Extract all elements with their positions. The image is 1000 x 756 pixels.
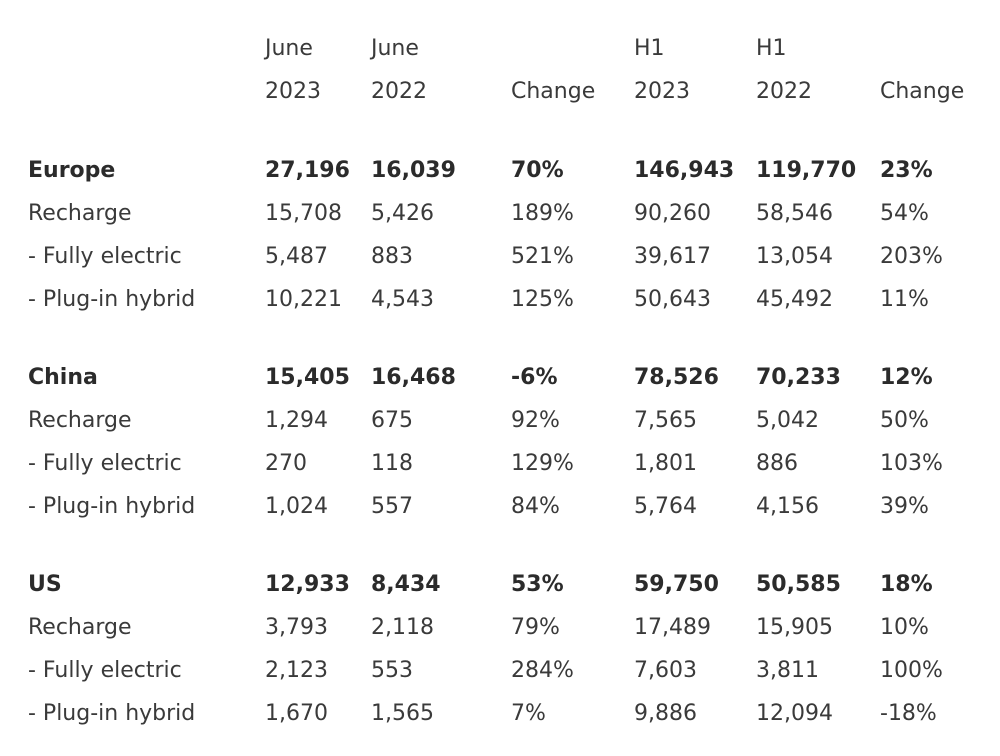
china-total-h1-2022: 70,233 bbox=[756, 365, 841, 390]
europe-recharge-june-2023: 15,708 bbox=[265, 201, 342, 226]
header-june-2022-line2: 2022 bbox=[371, 79, 427, 104]
europe-total-june-2022: 16,039 bbox=[371, 158, 456, 183]
us-total-h1-2022: 50,585 bbox=[756, 572, 841, 597]
us-fully-electric-change-june: 284% bbox=[511, 658, 574, 683]
europe-total-change-h1: 23% bbox=[880, 158, 933, 183]
china-fully-electric-change-h1: 103% bbox=[880, 451, 943, 476]
china-fully-electric-h1-2022: 886 bbox=[756, 451, 798, 476]
europe-fully-electric-june-2022: 883 bbox=[371, 244, 413, 269]
region-label-us: US bbox=[28, 572, 62, 597]
china-total-june-2022: 16,468 bbox=[371, 365, 456, 390]
us-plugin-hybrid-june-2022: 1,565 bbox=[371, 701, 434, 726]
header-june-2023-line1: June bbox=[265, 36, 313, 61]
region-label-europe: Europe bbox=[28, 158, 116, 183]
china-plugin-hybrid-change-h1: 39% bbox=[880, 494, 929, 519]
us-fully-electric-h1-2022: 3,811 bbox=[756, 658, 819, 683]
us-fully-electric-change-h1: 100% bbox=[880, 658, 943, 683]
header-h1-2023-line2: 2023 bbox=[634, 79, 690, 104]
us-fully-electric-june-2023: 2,123 bbox=[265, 658, 328, 683]
europe-fully-electric-change-h1: 203% bbox=[880, 244, 943, 269]
china-fully-electric-june-2022: 118 bbox=[371, 451, 413, 476]
us-total-june-2022: 8,434 bbox=[371, 572, 441, 597]
us-fully-electric-label: - Fully electric bbox=[28, 658, 182, 683]
europe-plugin-hybrid-h1-2022: 45,492 bbox=[756, 287, 833, 312]
europe-plugin-hybrid-june-2023: 10,221 bbox=[265, 287, 342, 312]
us-recharge-label: Recharge bbox=[28, 615, 132, 640]
europe-fully-electric-june-2023: 5,487 bbox=[265, 244, 328, 269]
china-total-h1-2023: 78,526 bbox=[634, 365, 719, 390]
us-recharge-change-h1: 10% bbox=[880, 615, 929, 640]
europe-fully-electric-change-june: 521% bbox=[511, 244, 574, 269]
us-recharge-june-2022: 2,118 bbox=[371, 615, 434, 640]
header-june-2022-line1: June bbox=[371, 36, 419, 61]
europe-recharge-label: Recharge bbox=[28, 201, 132, 226]
china-recharge-change-june: 92% bbox=[511, 408, 560, 433]
us-plugin-hybrid-june-2023: 1,670 bbox=[265, 701, 328, 726]
us-recharge-change-june: 79% bbox=[511, 615, 560, 640]
europe-plugin-hybrid-change-june: 125% bbox=[511, 287, 574, 312]
europe-fully-electric-h1-2023: 39,617 bbox=[634, 244, 711, 269]
us-total-june-2023: 12,933 bbox=[265, 572, 350, 597]
us-plugin-hybrid-change-h1: -18% bbox=[880, 701, 937, 726]
header-june-2023-line2: 2023 bbox=[265, 79, 321, 104]
china-recharge-june-2023: 1,294 bbox=[265, 408, 328, 433]
header-change-h1: Change bbox=[880, 79, 965, 104]
europe-total-june-2023: 27,196 bbox=[265, 158, 350, 183]
china-plugin-hybrid-june-2022: 557 bbox=[371, 494, 413, 519]
europe-recharge-h1-2023: 90,260 bbox=[634, 201, 711, 226]
china-total-change-june: -6% bbox=[511, 365, 558, 390]
europe-plugin-hybrid-change-h1: 11% bbox=[880, 287, 929, 312]
china-recharge-june-2022: 675 bbox=[371, 408, 413, 433]
europe-plugin-hybrid-h1-2023: 50,643 bbox=[634, 287, 711, 312]
china-fully-electric-june-2023: 270 bbox=[265, 451, 307, 476]
china-recharge-change-h1: 50% bbox=[880, 408, 929, 433]
us-plugin-hybrid-h1-2022: 12,094 bbox=[756, 701, 833, 726]
region-label-china: China bbox=[28, 365, 98, 390]
header-change-june: Change bbox=[511, 79, 596, 104]
china-recharge-h1-2022: 5,042 bbox=[756, 408, 819, 433]
us-plugin-hybrid-change-june: 7% bbox=[511, 701, 546, 726]
china-total-june-2023: 15,405 bbox=[265, 365, 350, 390]
us-fully-electric-h1-2023: 7,603 bbox=[634, 658, 697, 683]
europe-plugin-hybrid-june-2022: 4,543 bbox=[371, 287, 434, 312]
us-recharge-june-2023: 3,793 bbox=[265, 615, 328, 640]
china-fully-electric-label: - Fully electric bbox=[28, 451, 182, 476]
us-total-h1-2023: 59,750 bbox=[634, 572, 719, 597]
europe-recharge-june-2022: 5,426 bbox=[371, 201, 434, 226]
china-plugin-hybrid-june-2023: 1,024 bbox=[265, 494, 328, 519]
china-recharge-h1-2023: 7,565 bbox=[634, 408, 697, 433]
us-recharge-h1-2022: 15,905 bbox=[756, 615, 833, 640]
us-plugin-hybrid-h1-2023: 9,886 bbox=[634, 701, 697, 726]
china-fully-electric-change-june: 129% bbox=[511, 451, 574, 476]
us-total-change-june: 53% bbox=[511, 572, 564, 597]
europe-total-change-june: 70% bbox=[511, 158, 564, 183]
china-plugin-hybrid-h1-2023: 5,764 bbox=[634, 494, 697, 519]
china-plugin-hybrid-label: - Plug-in hybrid bbox=[28, 494, 196, 519]
europe-fully-electric-label: - Fully electric bbox=[28, 244, 182, 269]
china-fully-electric-h1-2023: 1,801 bbox=[634, 451, 697, 476]
europe-total-h1-2023: 146,943 bbox=[634, 158, 735, 183]
header-h1-2023-line1: H1 bbox=[634, 36, 665, 61]
europe-fully-electric-h1-2022: 13,054 bbox=[756, 244, 833, 269]
header-h1-2022-line1: H1 bbox=[756, 36, 787, 61]
china-total-change-h1: 12% bbox=[880, 365, 933, 390]
header-h1-2022-line2: 2022 bbox=[756, 79, 812, 104]
europe-plugin-hybrid-label: - Plug-in hybrid bbox=[28, 287, 196, 312]
us-fully-electric-june-2022: 553 bbox=[371, 658, 413, 683]
china-plugin-hybrid-h1-2022: 4,156 bbox=[756, 494, 819, 519]
us-recharge-h1-2023: 17,489 bbox=[634, 615, 711, 640]
europe-recharge-h1-2022: 58,546 bbox=[756, 201, 833, 226]
china-recharge-label: Recharge bbox=[28, 408, 132, 433]
europe-recharge-change-june: 189% bbox=[511, 201, 574, 226]
china-plugin-hybrid-change-june: 84% bbox=[511, 494, 560, 519]
us-total-change-h1: 18% bbox=[880, 572, 933, 597]
europe-recharge-change-h1: 54% bbox=[880, 201, 929, 226]
europe-total-h1-2022: 119,770 bbox=[756, 158, 857, 183]
us-plugin-hybrid-label: - Plug-in hybrid bbox=[28, 701, 196, 726]
